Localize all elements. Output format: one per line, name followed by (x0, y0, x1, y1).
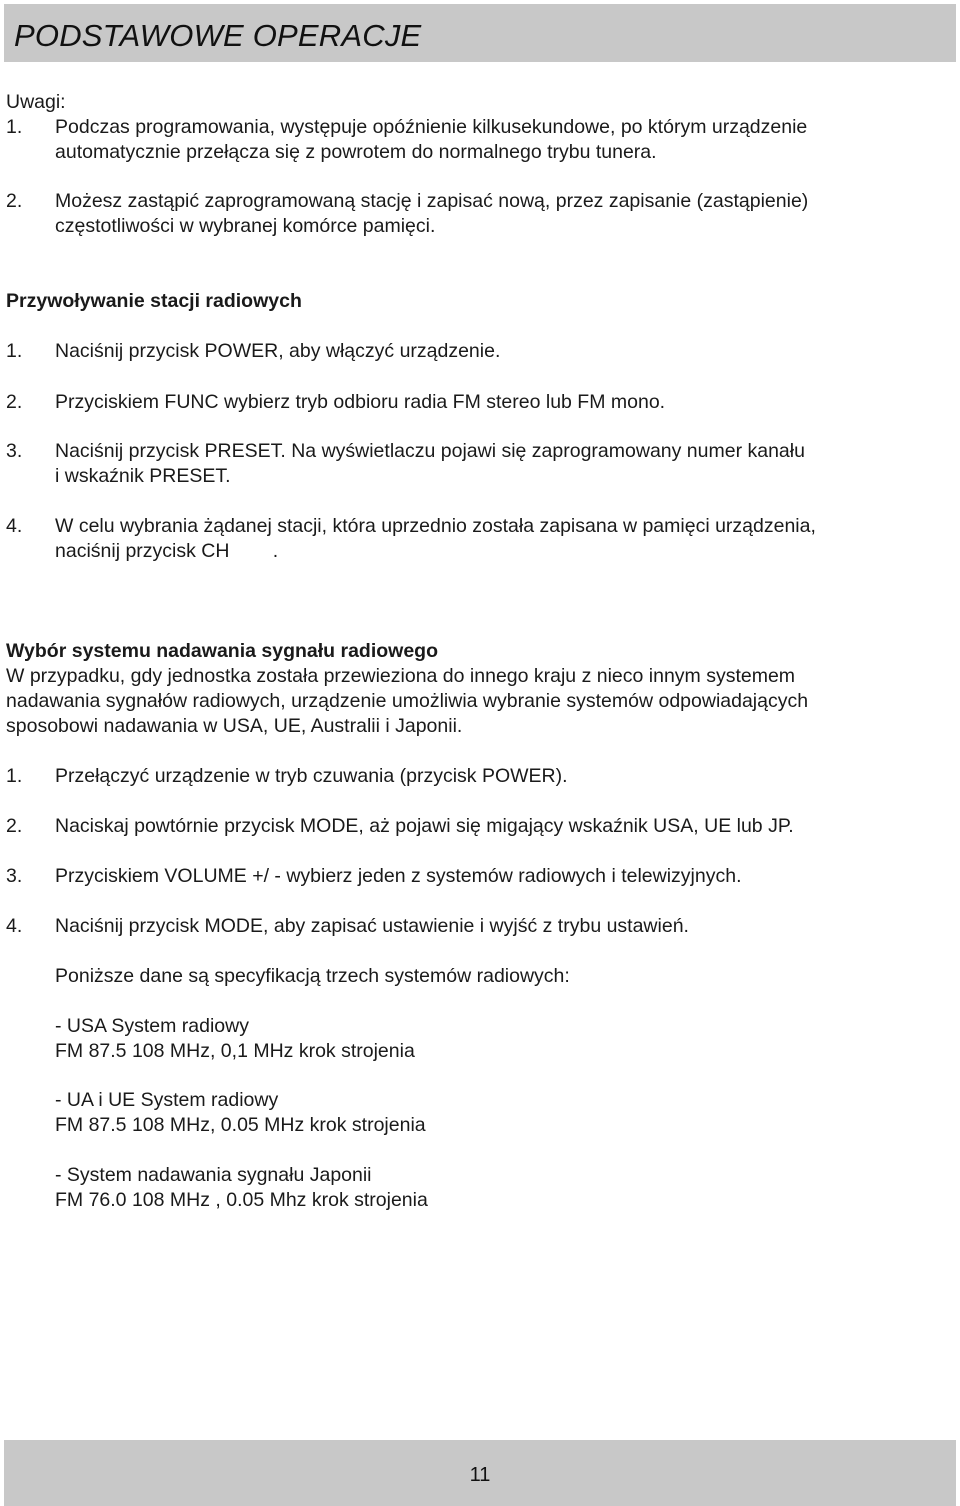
step-line: Naciśnij przycisk POWER, aby włączyć urządzenie. (55, 340, 501, 362)
spec-name: - UA i UE System radiowy (55, 1089, 279, 1111)
note-line: częstotliwości w wybranej komórce pamięci. (55, 215, 436, 237)
step-line: Przyciskiem FUNC wybierz tryb odbioru radia FM stereo lub FM mono. (55, 391, 666, 413)
system-intro-line: W przypadku, gdy jednostka została przewieziona do innego kraju z nieco innym systemem (6, 665, 796, 687)
note-line: Możesz zastąpić zaprogramowaną stację i zapisać nową, przez zapisanie (zastąpienie) (55, 190, 809, 212)
step-text (55, 514, 945, 564)
spec-detail: FM 76.0 108 MHz , 0.05 Mhz krok strojenia (55, 1189, 428, 1211)
note-text (55, 189, 945, 239)
spec-name: - USA System radiowy (55, 1015, 249, 1037)
step-text: Przyciskiem VOLUME +/ - wybierz jeden z systemów radiowych i telewizyjnych. (55, 865, 742, 887)
system-heading: Wybór systemu nadawania sygnału radiowego (6, 640, 438, 662)
step-number: 3. (6, 865, 23, 887)
system-intro-line: sposobowi nadawania w USA, UE, Australii i Japonii. (6, 715, 463, 737)
step-line: Naciśnij przycisk PRESET. Na wyświetlaczu pojawi się zaprogramowany numer kanału (55, 440, 805, 462)
step-text (55, 390, 945, 415)
page-number: 11 (469, 1464, 491, 1486)
spec-intro-text: Poniższe dane są specyfikacją trzech systemów radiowych: (55, 965, 570, 987)
step-text (55, 339, 945, 364)
spec-text (55, 1014, 945, 1064)
step-number: 3. (6, 440, 23, 462)
notes-label: Uwagi: (6, 91, 66, 113)
header-bar (4, 4, 956, 62)
step-text: Naciskaj powtórnie przycisk MODE, aż pojawi się migający wskaźnik USA, UE lub JP. (55, 815, 794, 837)
note-line: automatycznie przełącza się z powrotem do normalnego trybu tunera. (55, 141, 657, 163)
step-text (55, 439, 945, 489)
page-title: PODSTAWOWE OPERACJE (14, 18, 422, 53)
system-intro-line: nadawania sygnałów radiowych, urządzenie umożliwia wybranie systemów odpowiadających (6, 690, 809, 712)
step-text: Naciśnij przycisk MODE, aby zapisać ustawienie i wyjść z trybu ustawień. (55, 915, 689, 937)
note-line: Podczas programowania, występuje opóźnienie kilkusekundowe, po którym urządzenie (55, 116, 808, 138)
spec-name: - System nadawania sygnału Japonii (55, 1164, 372, 1186)
step-line: naciśnij przycisk CH . (55, 540, 279, 562)
spec-text (55, 1163, 945, 1213)
step-line: i wskaźnik PRESET. (55, 465, 231, 487)
step-number: 1. (6, 765, 23, 787)
footer-bar (4, 1440, 956, 1506)
spec-detail: FM 87.5 108 MHz, 0,1 MHz krok strojenia (55, 1040, 415, 1062)
note-number: 2. (6, 190, 23, 212)
spec-detail: FM 87.5 108 MHz, 0.05 MHz krok strojenia (55, 1114, 426, 1136)
step-number: 4. (6, 515, 23, 537)
step-number: 2. (6, 391, 23, 413)
recall-heading: Przywoływanie stacji radiowych (6, 290, 302, 312)
note-number: 1. (6, 116, 23, 138)
step-line: W celu wybrania żądanej stacji, która uprzednio została zapisana w pamięci urządzenia, (55, 515, 816, 537)
step-number: 2. (6, 815, 23, 837)
spec-text (55, 1088, 945, 1138)
note-text (55, 115, 945, 165)
step-number: 1. (6, 340, 23, 362)
step-number: 4. (6, 915, 23, 937)
step-text: Przełączyć urządzenie w tryb czuwania (przycisk POWER). (55, 765, 568, 787)
